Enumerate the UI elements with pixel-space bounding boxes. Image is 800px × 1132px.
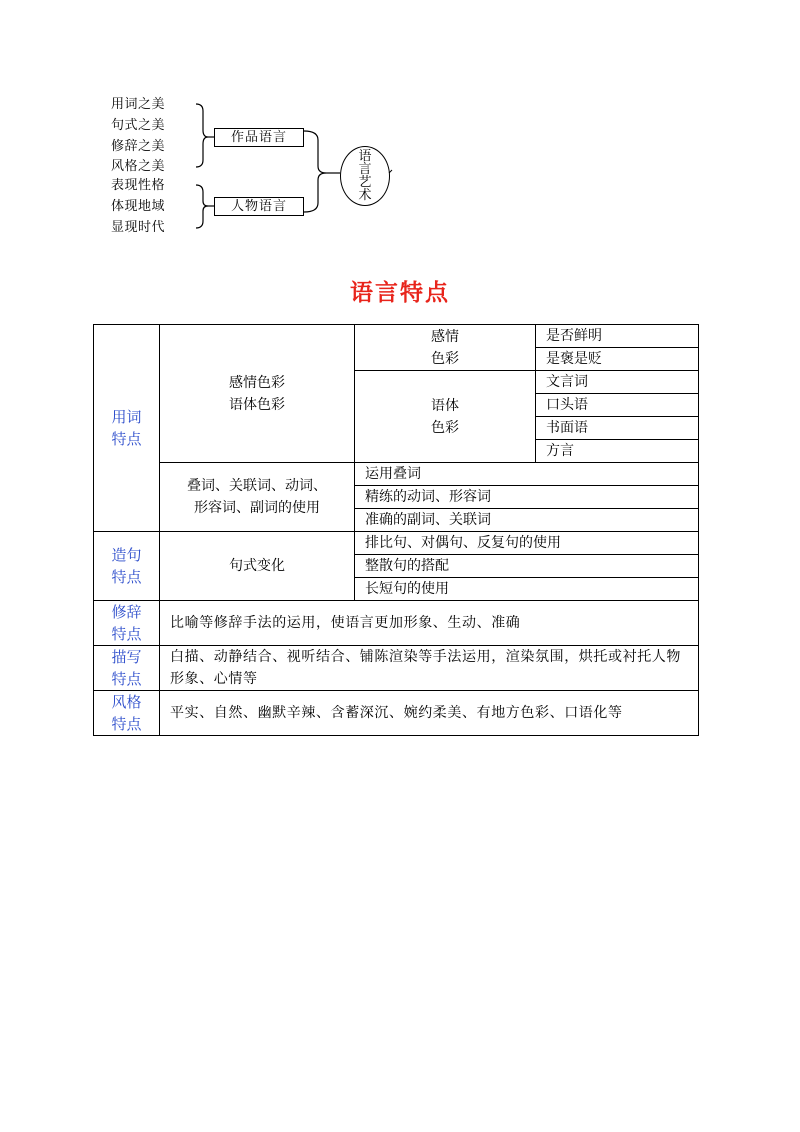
- list-item: 书面语: [536, 417, 699, 440]
- style-color-cell: [355, 371, 536, 463]
- language-features-table: [93, 324, 699, 736]
- list-item: 是褒是贬: [536, 348, 699, 371]
- work-feature-label: 修辞之美: [111, 139, 166, 154]
- table-row: [94, 532, 699, 555]
- subcategory-cell: [160, 463, 355, 532]
- work-feature-label: 句式之美: [111, 118, 166, 133]
- category-label: 用词 特点: [111, 408, 142, 448]
- category-label: 修辞 特点: [111, 603, 142, 643]
- language-art-label: 语言艺术: [358, 149, 372, 203]
- category-label: 造句 特点: [111, 546, 142, 586]
- list-item: 准确的副词、关联词: [355, 509, 699, 532]
- list-item: 长短句的使用: [355, 578, 699, 601]
- list-item: 运用叠词: [355, 463, 699, 486]
- character-feature-label: 表现性格: [111, 178, 166, 193]
- list-item: 是否鲜明: [536, 325, 699, 348]
- subcategory-cell: 句式变化: [160, 532, 355, 601]
- table-row: [94, 463, 699, 486]
- table-row: [94, 646, 699, 691]
- style-color-label: 语体 色彩: [431, 397, 459, 436]
- category-label: 风格 特点: [111, 693, 142, 733]
- work-feature-label: 风格之美: [111, 159, 166, 174]
- work-feature-label: 用词之美: [111, 97, 166, 112]
- category-label: 描写 特点: [111, 648, 142, 688]
- list-item: 精练的动词、形容词: [355, 486, 699, 509]
- list-item: 排比句、对偶句、反复句的使用: [355, 532, 699, 555]
- character-feature-label: 体现地域: [111, 199, 166, 214]
- table-row: [94, 691, 699, 736]
- language-art-diagram: [0, 0, 800, 250]
- category-cell: [94, 691, 160, 736]
- description-cell: 白描、动静结合、视听结合、铺陈渲染等手法运用，渲染氛围，烘托或衬托人物形象、心情等: [160, 646, 699, 691]
- subcategory-label: 叠词、关联词、动词、 形容词、副词的使用: [187, 478, 327, 516]
- emotion-color-cell: [355, 325, 536, 371]
- emotion-color-label: 感情 色彩: [431, 328, 459, 367]
- page-title: 语言特点: [350, 280, 450, 306]
- category-cell: [94, 325, 160, 532]
- language-art-circle: [340, 146, 390, 206]
- list-item: 文言词: [536, 371, 699, 394]
- category-cell: [94, 646, 160, 691]
- character-language-box: 人物语言: [214, 197, 304, 216]
- description-cell: 比喻等修辞手法的运用，使语言更加形象、生动、准确: [160, 601, 699, 646]
- table-row: [94, 601, 699, 646]
- category-cell: [94, 601, 160, 646]
- subcategory-cell: [160, 325, 355, 463]
- subcategory-label: 感情色彩 语体色彩: [229, 374, 285, 413]
- table-row: [94, 325, 699, 348]
- description-cell: 平实、自然、幽默辛辣、含蓄深沉、婉约柔美、有地方色彩、口语化等: [160, 691, 699, 736]
- list-item: 方言: [536, 440, 699, 463]
- list-item: 整散句的搭配: [355, 555, 699, 578]
- character-feature-label: 显现时代: [111, 220, 166, 235]
- list-item: 口头语: [536, 394, 699, 417]
- work-language-box: 作品语言: [214, 128, 304, 147]
- category-cell: [94, 532, 160, 601]
